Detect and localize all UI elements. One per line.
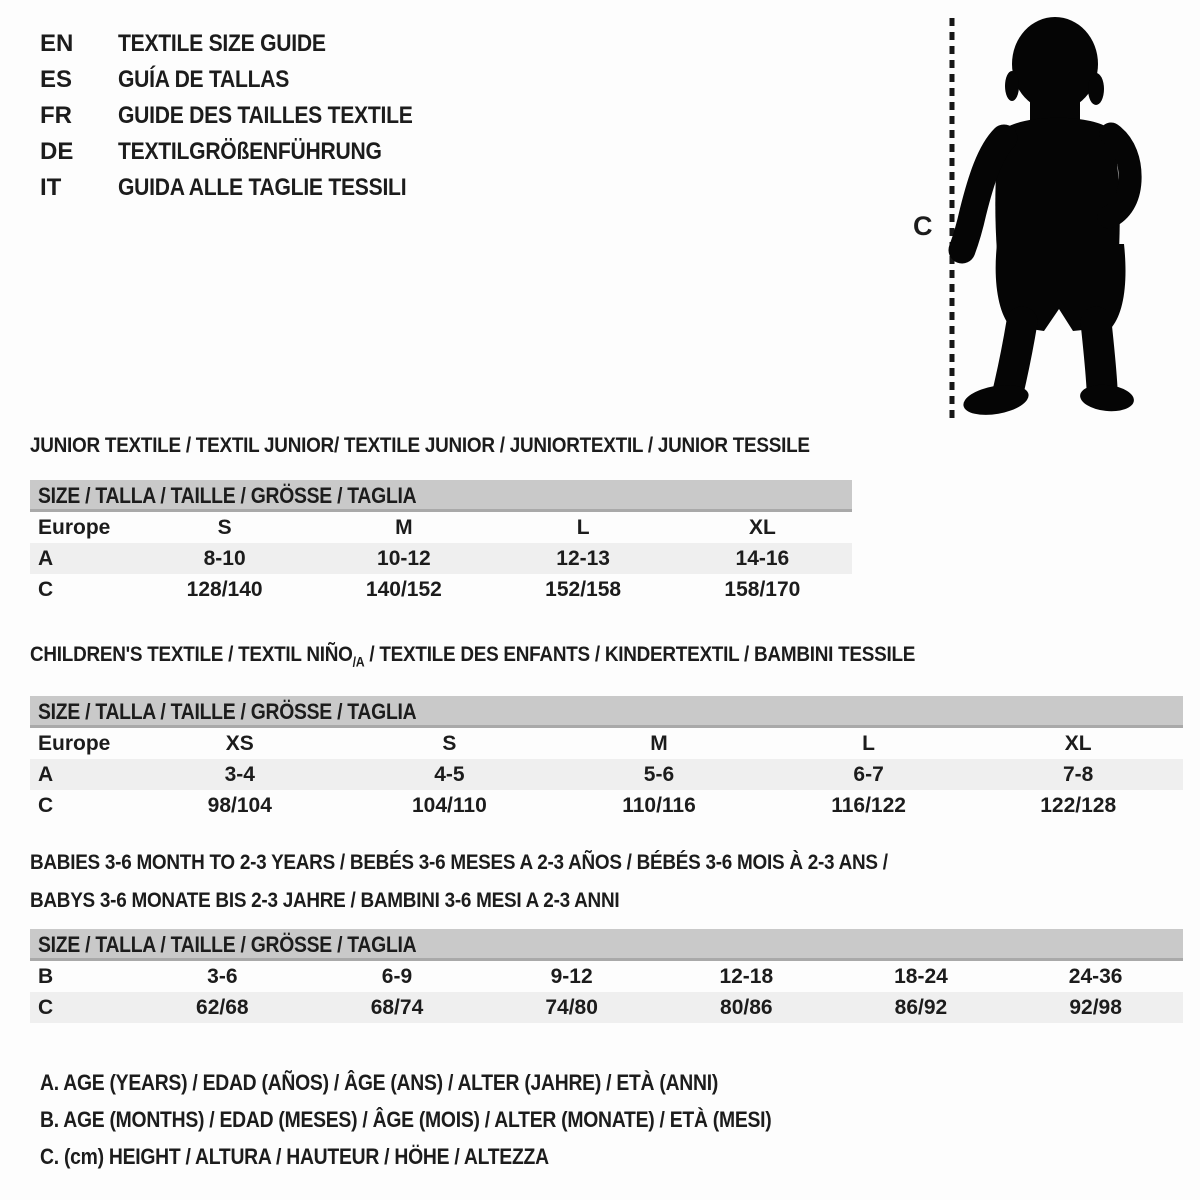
value-cell: 12-18 — [719, 964, 774, 988]
language-row — [40, 62, 453, 98]
junior-textile-section — [30, 432, 852, 605]
language-row — [40, 26, 453, 62]
value-cell: 6-7 — [853, 762, 884, 786]
size-header-bar — [30, 929, 1183, 961]
value-cell: 3-6 — [207, 964, 238, 988]
legend-line-c — [40, 1138, 871, 1175]
value-cell: 10-12 — [377, 546, 431, 570]
value-cell: 62/68 — [196, 995, 249, 1019]
size-header-label: SIZE / TALLA / TAILLE / GRÖSSE / TAGLIA — [38, 483, 417, 508]
size-cell: L — [576, 515, 590, 539]
legend-text: A. AGE (YEARS) / EDAD (AÑOS) / ÂGE (ANS) / ALTER (JAHRE) / ETÀ (ANNI) — [40, 1070, 719, 1095]
value-cell: 7-8 — [1063, 762, 1094, 786]
language-row — [40, 170, 453, 206]
size-cell: XL — [748, 515, 776, 539]
value-cell: 14-16 — [735, 546, 790, 570]
row-label: Europe — [38, 731, 111, 755]
row-label: C — [38, 995, 54, 1019]
guide-title-fr: GUIDE DES TAILLES TEXTILE — [118, 102, 413, 129]
size-cell: M — [650, 731, 668, 755]
value-cell: 128/140 — [186, 577, 263, 601]
language-code: IT — [40, 174, 62, 201]
value-cell: 80/86 — [720, 995, 773, 1019]
value-cell: 158/170 — [724, 577, 801, 601]
section-title-text: JUNIOR TEXTILE / TEXTIL JUNIOR/ TEXTILE JUNIOR / JUNIORTEXTIL / JUNIOR TESSILE — [30, 433, 810, 457]
section-title-text: BABIES 3-6 MONTH TO 2-3 YEARS / BEBÉS 3-6 MESES A 2-3 AÑOS / BÉBÉS 3-6 MOIS À 2-3 ANS / — [30, 850, 888, 874]
table-row-age — [30, 759, 1183, 790]
size-cell: S — [217, 515, 232, 539]
value-cell: 8-10 — [203, 546, 246, 570]
legend — [40, 1064, 871, 1175]
height-measure-label: C — [913, 211, 933, 241]
value-cell: 122/128 — [1040, 793, 1117, 817]
value-cell: 98/104 — [207, 793, 272, 817]
title-prefix: CHILDREN'S TEXTILE / TEXTIL NIÑO — [30, 642, 353, 666]
junior-size-table — [30, 512, 852, 605]
size-cell: XL — [1064, 731, 1092, 755]
value-cell: 6-9 — [381, 964, 413, 988]
table-row-height — [30, 574, 852, 605]
language-code: FR — [40, 102, 72, 129]
value-cell: 74/80 — [545, 995, 598, 1019]
title-subscript: /A — [352, 653, 365, 670]
table-row-sizes — [30, 512, 852, 543]
legend-line-a — [40, 1064, 871, 1101]
value-cell: 92/98 — [1069, 995, 1122, 1019]
value-cell: 86/92 — [894, 995, 948, 1019]
legend-text: C. (cm) HEIGHT / ALTURA / HAUTEUR / HÖHE / ALTEZZA — [40, 1144, 549, 1169]
value-cell: 5-6 — [643, 762, 675, 786]
value-cell: 4-5 — [434, 762, 465, 786]
value-cell: 3-4 — [224, 762, 255, 786]
language-row — [40, 134, 453, 170]
section-title-babies-line2 — [30, 881, 1183, 919]
children-size-table — [30, 728, 1183, 821]
value-cell: 152/158 — [545, 577, 622, 601]
row-label: C — [38, 793, 54, 817]
toddler-silhouette-icon — [900, 0, 1200, 440]
section-title-junior — [30, 432, 852, 458]
row-label: C — [38, 577, 54, 601]
legend-text: B. AGE (MONTHS) / EDAD (MESES) / ÂGE (MOIS) / ALTER (MONATE) / ETÀ (MESI) — [40, 1107, 772, 1132]
value-cell: 116/122 — [831, 793, 906, 817]
section-title-text — [30, 641, 915, 674]
guide-title-en: TEXTILE SIZE GUIDE — [118, 30, 326, 57]
size-cell: M — [395, 515, 413, 539]
babies-size-table — [30, 961, 1183, 1023]
size-cell: L — [862, 731, 875, 755]
legend-line-b — [40, 1101, 871, 1138]
value-cell: 18-24 — [894, 964, 948, 988]
childrens-textile-section — [30, 641, 1183, 821]
section-title-text: BABYS 3-6 MONATE BIS 2-3 JAHRE / BAMBINI 3-6 MESI A 2-3 ANNI — [30, 888, 620, 912]
toddler-body — [961, 17, 1135, 420]
value-cell: 12-13 — [556, 546, 610, 570]
table-row-months — [30, 961, 1183, 992]
row-label: A — [38, 546, 54, 570]
language-title-list — [40, 26, 453, 206]
language-code: DE — [40, 138, 74, 165]
size-header-bar — [30, 696, 1183, 728]
value-cell: 110/116 — [622, 793, 696, 817]
title-suffix: / TEXTILE DES ENFANTS / KINDERTEXTIL / BAMBINI TESSILE — [364, 642, 916, 666]
guide-title-it: GUIDA ALLE TAGLIE TESSILI — [118, 174, 407, 201]
value-cell: 104/110 — [412, 793, 487, 817]
guide-title-es: GUÍA DE TALLAS — [118, 66, 290, 93]
language-code: EN — [40, 30, 74, 57]
language-code: ES — [40, 66, 73, 93]
guide-title-de: TEXTILGRÖßENFÜHRUNG — [118, 138, 382, 165]
section-title-children — [30, 641, 1183, 674]
row-label: B — [38, 964, 54, 988]
size-header-label: SIZE / TALLA / TAILLE / GRÖSSE / TAGLIA — [38, 932, 417, 957]
size-cell: S — [442, 731, 457, 755]
table-row-height — [30, 992, 1183, 1023]
value-cell: 24-36 — [1068, 964, 1123, 988]
table-row-sizes — [30, 728, 1183, 759]
babies-textile-section — [30, 843, 1183, 1023]
section-title-babies-line1 — [30, 843, 1183, 881]
size-header-bar — [30, 480, 852, 512]
row-label: A — [38, 762, 54, 786]
size-cell: XS — [225, 731, 254, 755]
value-cell: 140/152 — [365, 577, 442, 601]
value-cell: 68/74 — [370, 995, 424, 1019]
table-row-age — [30, 543, 852, 574]
table-row-height — [30, 790, 1183, 821]
size-header-label: SIZE / TALLA / TAILLE / GRÖSSE / TAGLIA — [38, 699, 417, 725]
value-cell: 9-12 — [550, 964, 593, 988]
row-label: Europe — [38, 515, 111, 539]
language-row — [40, 98, 453, 134]
